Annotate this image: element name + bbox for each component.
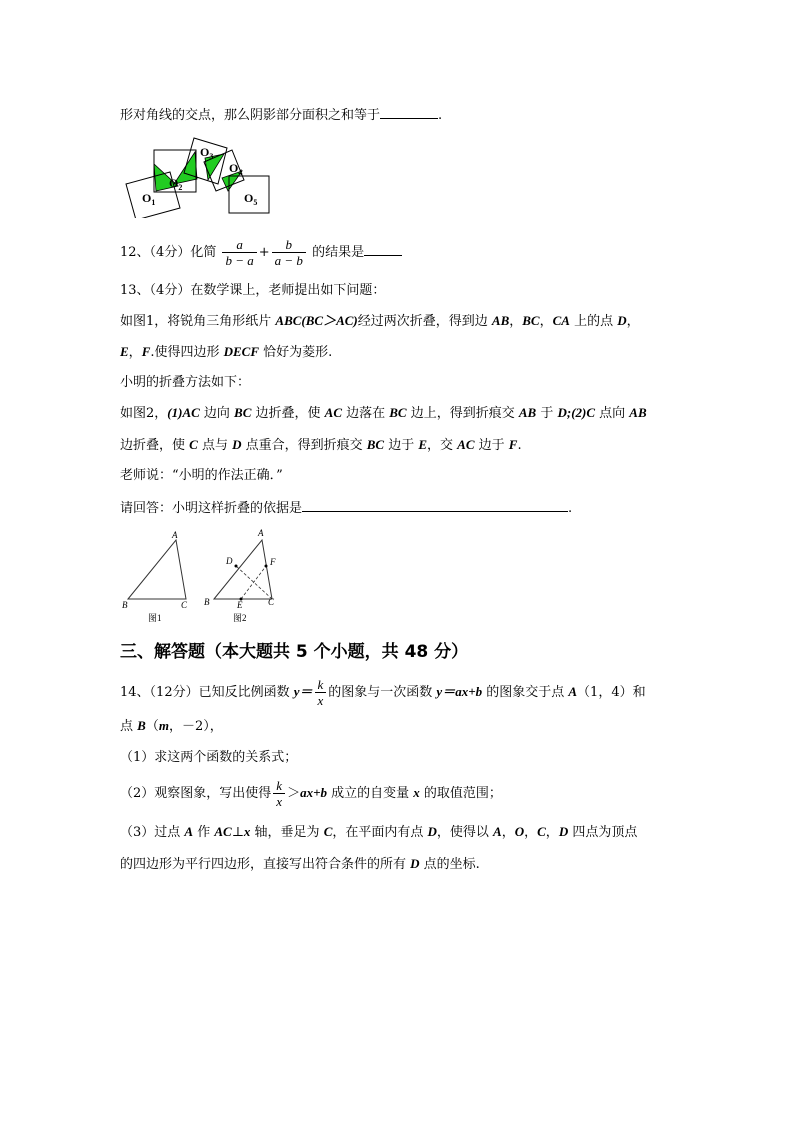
q13-line-3 <box>120 344 332 361</box>
t: 于 <box>536 406 558 421</box>
t: 四点为顶点 <box>568 825 638 840</box>
t: AC <box>324 405 342 420</box>
t: AB <box>518 405 537 420</box>
t: 成立的自变量 <box>327 786 414 801</box>
q13-line1-text: 13、（4分）在数学课上，老师提出如下问题： <box>120 283 386 298</box>
t: 边向 <box>199 406 235 421</box>
fig2-label-c: C <box>268 597 275 607</box>
q13-answer-blank <box>302 499 568 512</box>
t: 小明的折叠方法如下： <box>120 375 251 390</box>
frac1-numerator: a <box>222 237 256 253</box>
t: （1）求这两个函数的关系式； <box>120 750 298 765</box>
t: 边于 <box>474 438 509 453</box>
t: D <box>558 824 569 839</box>
fig2-point-f <box>265 565 268 568</box>
q12-fraction-2 <box>272 237 306 268</box>
t: D <box>410 856 420 871</box>
fig2-label-f: F <box>270 557 276 567</box>
t: . <box>517 438 522 453</box>
t: （2）观察图象，写出使得 <box>120 786 272 801</box>
t: 如图1，将锐角三角形纸片 <box>120 314 276 329</box>
q14-part2-fraction <box>273 778 285 809</box>
t: ， <box>509 314 523 329</box>
fig2-caption: 图2 <box>233 613 247 623</box>
t: ， <box>539 314 553 329</box>
fig1-caption: 图1 <box>148 613 162 623</box>
t: O <box>514 824 525 839</box>
t: 经过两次折叠，得到边 <box>357 314 492 329</box>
fig1-label-c: C <box>181 600 188 610</box>
q14-fraction <box>315 677 327 708</box>
t: y＝ <box>293 684 313 699</box>
t: 的取值范围； <box>419 786 502 801</box>
q13-line-5 <box>120 405 647 422</box>
q11-period: . <box>438 108 443 123</box>
t: F <box>141 344 151 359</box>
t: ， <box>501 825 515 840</box>
t: BC <box>234 405 252 420</box>
t: 点与 <box>197 438 233 453</box>
t: A <box>184 824 194 839</box>
q14-line-1 <box>120 676 646 709</box>
t: AC <box>457 437 475 452</box>
frac2-denominator: a − b <box>274 253 303 268</box>
fig2-label-a: A <box>258 528 264 538</box>
t: CA <box>552 313 570 328</box>
t: ，－2）， <box>168 719 223 734</box>
t: 作 <box>193 825 215 840</box>
t: 的图象与一次函数 <box>328 685 437 700</box>
t: 的图象交于点 <box>482 685 569 700</box>
t: ，交 <box>427 438 458 453</box>
t: 的四边形为平行四边形，直接写出符合条件的所有 <box>120 857 411 872</box>
t: ，在平面内有点 <box>332 825 428 840</box>
t: BC <box>389 405 407 420</box>
t: BC <box>366 437 385 452</box>
t: D <box>427 824 437 839</box>
q13-line-6 <box>120 437 522 454</box>
fig2-label-d: D <box>226 556 233 566</box>
t: 恰好为菱形. <box>259 345 333 360</box>
q13-line-7 <box>120 468 283 484</box>
t: C <box>323 824 333 839</box>
q13-line-4 <box>120 375 250 391</box>
t: m <box>158 718 169 733</box>
t: ax+b <box>300 785 327 800</box>
frac2-numerator: b <box>272 237 306 253</box>
q14-part-2 <box>120 776 502 811</box>
q13-line-2 <box>120 313 640 330</box>
t: 14、（12分）已知反比例函数 <box>120 685 294 700</box>
q11-text-line <box>120 106 442 124</box>
t: ，使得以 <box>436 825 494 840</box>
q14-frac-den: x <box>317 693 324 708</box>
t: （ <box>145 719 159 734</box>
t: BC <box>522 313 540 328</box>
t: 点 <box>120 719 138 734</box>
t: AB <box>629 405 647 420</box>
t: AB <box>491 313 510 328</box>
q14-part2-frac-num: k <box>273 778 285 794</box>
t: 边折叠，使 <box>120 438 190 453</box>
frac1-denominator: b − a <box>225 253 254 268</box>
q11-squares-figure <box>122 136 274 218</box>
q12-suffix: 的结果是 <box>312 245 365 260</box>
fig2-label-e: E <box>237 600 243 610</box>
fig2-crease-ef <box>241 566 266 599</box>
t: E <box>418 437 428 452</box>
t: 边落在 <box>342 406 390 421</box>
t: .使得四边形 <box>150 345 224 360</box>
fig1-label-b: B <box>122 600 128 610</box>
q14-frac-num: k <box>315 677 327 693</box>
t: . <box>568 501 573 516</box>
q12-prefix: 12、（4分）化简 <box>120 245 217 260</box>
q14-line-2 <box>120 718 223 735</box>
t: 如图2， <box>120 406 168 421</box>
t: 上的点 <box>569 314 618 329</box>
q14-part-3-cont <box>120 856 480 873</box>
t: 边上，得到折痕交 <box>406 406 519 421</box>
q13-figures <box>120 526 290 626</box>
t: （3）过点 <box>120 825 185 840</box>
t: 点重合，得到折痕交 <box>241 438 367 453</box>
t: D <box>617 313 627 328</box>
t: (1)AC <box>167 405 200 420</box>
t: 老师说：“小明的作法正确．” <box>120 468 283 483</box>
q12-answer-blank <box>364 243 402 256</box>
t: ABC(BC＞AC) <box>275 313 358 328</box>
section3-heading: 三、解答题（本大题共 5 个小题，共 48 分） <box>120 642 469 662</box>
t: D;(2)C <box>557 405 596 420</box>
t: C <box>189 437 198 452</box>
t: B <box>137 718 146 733</box>
t: ， <box>626 314 640 329</box>
t: （1，4）和 <box>577 685 646 700</box>
label-o4: $O_4$ <box>229 161 243 177</box>
plus-sign: + <box>258 245 270 260</box>
t: 边折叠，使 <box>251 406 325 421</box>
t: DECF <box>223 344 260 359</box>
t: F <box>508 437 518 452</box>
fig1-triangle <box>128 540 186 599</box>
t: ， <box>545 825 559 840</box>
t: 点向 <box>595 406 630 421</box>
fig2-label-b: B <box>204 597 210 607</box>
t: ， <box>128 345 142 360</box>
t: ⊥ <box>231 825 244 840</box>
label-o1: $O_1$ <box>142 191 156 207</box>
q14-part2-frac-den: x <box>276 794 283 809</box>
t: E <box>120 344 129 359</box>
q12-fraction-1 <box>222 237 256 268</box>
t: A <box>493 824 502 839</box>
t: A <box>568 684 578 699</box>
t: 边于 <box>384 438 419 453</box>
q14-part-3 <box>120 824 637 841</box>
t: 轴，垂足为 <box>250 825 324 840</box>
q12-line <box>120 236 402 270</box>
q11-line-end: 形对角线的交点，那么阴影部分面积之和等于 <box>120 108 381 123</box>
t: 请回答：小明这样折叠的依据是 <box>120 501 303 516</box>
t: AC <box>214 824 232 839</box>
t: C <box>537 824 546 839</box>
t: x <box>413 785 420 800</box>
label-o2: $O_2$ <box>169 176 183 192</box>
fig2-point-d <box>235 565 238 568</box>
q11-answer-blank <box>380 106 438 119</box>
t: y＝ax+b <box>436 684 483 699</box>
q13-line-1 <box>120 283 385 299</box>
t: ， <box>524 825 538 840</box>
label-o3: $O_3$ <box>200 145 214 161</box>
t: x <box>243 824 251 839</box>
label-o5: $O_5$ <box>244 191 258 207</box>
q14-part-1 <box>120 750 297 766</box>
fig1-label-a: A <box>172 530 178 540</box>
t: ＞ <box>287 786 301 801</box>
t: D <box>232 437 242 452</box>
t: 点的坐标. <box>419 857 480 872</box>
q13-line-8 <box>120 499 572 517</box>
